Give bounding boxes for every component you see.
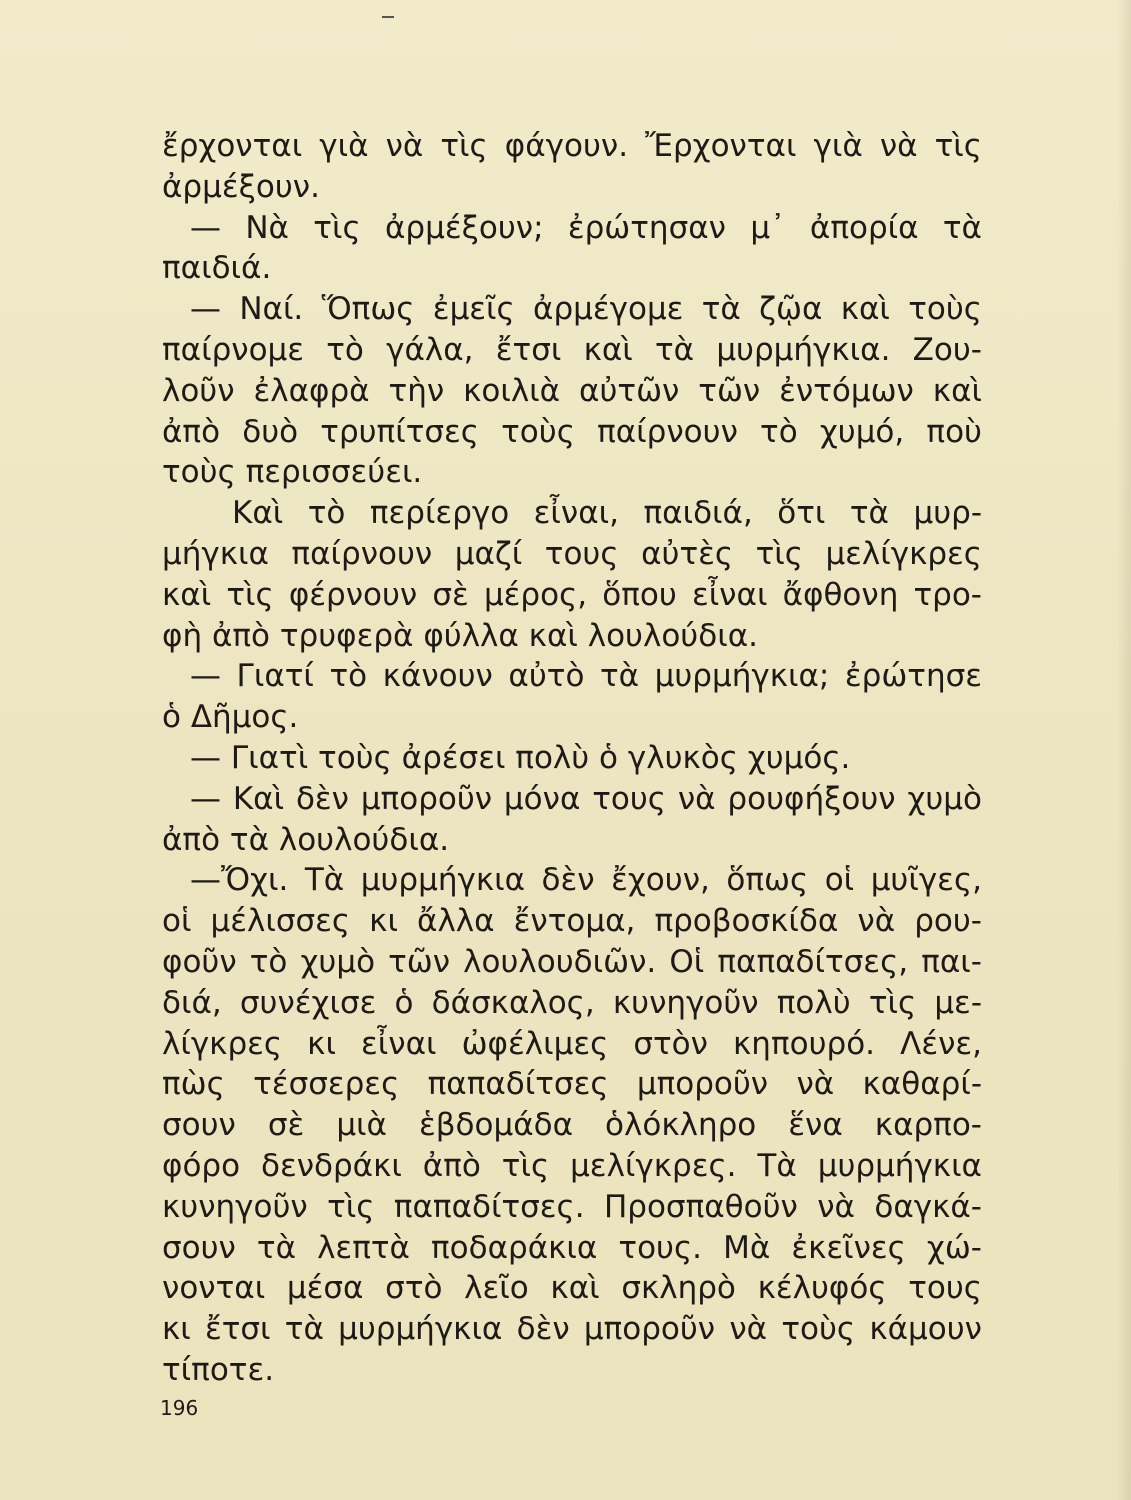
- text-line: κυνηγοῦν τὶς παπαδίτσες. Προσπαθοῦν νὰ δαγκά-: [162, 1188, 982, 1225]
- text-line: —Ὄχι. Τὰ μυρμήγκια δὲν ἔχουν, ὅπως οἱ μυῖγες,: [190, 862, 982, 899]
- text-line: οἱ μέλισσες κι ἄλλα ἔντομα, προβοσκίδα νὰ ρου-: [162, 903, 982, 940]
- text-line: — Γιατὶ τοὺς ἀρέσει πολὺ ὁ γλυκὸς χυμός.: [190, 739, 851, 776]
- text-line: — Γιατί τὸ κάνουν αὐτὸ τὰ μυρμήγκια; ἐρώτησε: [190, 658, 982, 695]
- body-text: [162, 126, 982, 1391]
- text-line: ἔρχονται γιὰ νὰ τὶς φάγουν. Ἔρχονται γιὰ νὰ τὶς: [162, 128, 982, 164]
- text-line: φόρο δενδράκι ἀπὸ τὶς μελίγκρες. Τὰ μυρμήγκια: [162, 1147, 982, 1184]
- text-line: τίποτε.: [162, 1351, 275, 1388]
- text-line: σουν σὲ μιὰ ἑβδομάδα ὁλόκληρο ἕνα καρπο-: [162, 1107, 982, 1144]
- text-line: — Νὰ τὶς ἀρμέξουν; ἐρώτησαν μ᾽ ἀπορία τὰ: [190, 209, 982, 246]
- text-line: λοῦν ἐλαφρὰ τὴν κοιλιὰ αὐτῶν τῶν ἐντόμων καὶ: [162, 372, 982, 409]
- text-line: φοῦν τὸ χυμὸ τῶν λουλουδιῶν. Οἱ παπαδίτσες, παι-: [162, 943, 982, 980]
- page-edge-shadow: [1117, 0, 1131, 1500]
- page-number: 196: [160, 1396, 199, 1420]
- text-line: ὁ Δῆμος.: [162, 699, 299, 736]
- text-line: παιδιά.: [162, 250, 272, 287]
- text-line: φὴ ἀπὸ τρυφερὰ φύλλα καὶ λουλούδια.: [162, 617, 758, 654]
- ink-mark: [382, 16, 394, 18]
- text-line: σουν τὰ λεπτὰ ποδαράκια τους. Μὰ ἐκεῖνες χώ-: [162, 1229, 982, 1266]
- text-line: ἀπὸ τὰ λουλούδια.: [162, 821, 450, 858]
- text-line: ἀπὸ δυὸ τρυπίτσες τοὺς παίρνουν τὸ χυμό, ποὺ: [162, 413, 982, 450]
- text-line: ἀρμέξουν.: [162, 168, 320, 205]
- text-line: πὼς τέσσερες παπαδίτσες μποροῦν νὰ καθαρί-: [162, 1066, 982, 1103]
- text-line: μήγκια παίρνουν μαζί τους αὐτὲς τὶς μελίγκρες: [162, 535, 982, 572]
- text-line: Καὶ τὸ περίεργο εἶναι, παιδιά, ὅτι τὰ μυρ-: [232, 495, 982, 532]
- text-line: — Καὶ δὲν μποροῦν μόνα τους νὰ ρουφήξουν χυμὸ: [190, 780, 982, 817]
- text-line: καὶ τὶς φέρνουν σὲ μέρος, ὅπου εἶναι ἄφθονη τρο-: [162, 576, 982, 613]
- text-line: — Ναί. Ὅπως ἐμεῖς ἀρμέγομε τὰ ζῷα καὶ τοὺς: [190, 291, 982, 328]
- text-line: διά, συνέχισε ὁ δάσκαλος, κυνηγοῦν πολὺ τὶς με-: [162, 984, 982, 1021]
- text-line: κι ἔτσι τὰ μυρμήγκια δὲν μποροῦν νὰ τοὺς κάμουν: [162, 1311, 982, 1348]
- text-line: παίρνομε τὸ γάλα, ἔτσι καὶ τὰ μυρμήγκια. Ζου-: [162, 331, 982, 368]
- text-line: λίγκρες κι εἶναι ὠφέλιμες στὸν κηπουρό. Λένε,: [162, 1025, 982, 1062]
- text-line: νονται μέσα στὸ λεῖο καὶ σκληρὸ κέλυφός τους: [162, 1270, 982, 1307]
- text-line: τοὺς περισσεύει.: [162, 454, 423, 491]
